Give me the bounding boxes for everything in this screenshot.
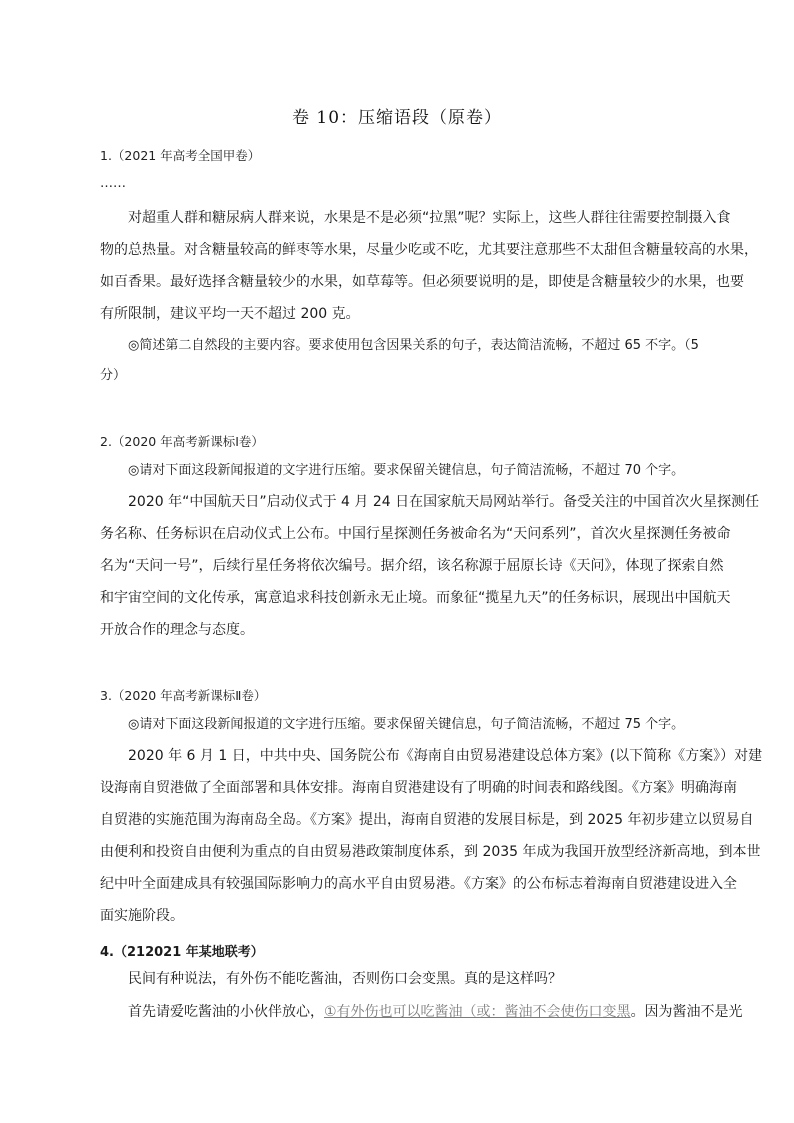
question-2-passage-line: 2020 年“中国航天日”启动仪式于 4 月 24 日在国家航天局网站举行。备受关注的中国首次火星探测任 bbox=[128, 494, 760, 510]
question-3-task: ◎请对下面这段新闻报道的文字进行压缩。要求保留关键信息，句子简洁流畅，不超过 75 个字。 bbox=[128, 717, 685, 732]
question-1-task-line: ◎简述第二自然段的主要内容。要求使用包含因果关系的句子，表达简洁流畅，不超过 65 不字。（5 bbox=[128, 338, 699, 353]
question-2-passage-line: 务名称、任务标识在启动仪式上公布。中国行星探测任务被命名为“天问系列”，首次火星探测任务被命 bbox=[100, 526, 731, 542]
question-4-underlined-answer: ①有外伤也可以吃酱油（或：酱油不会使伤口变黑 bbox=[324, 1004, 631, 1020]
question-3-passage-line: 2020 年 6 月 1 日，中共中央、国务院公布《海南自由贸易港建设总体方案》(以下简称《方案》）对建 bbox=[128, 748, 763, 764]
question-1-passage-line: 对超重人群和糖尿病人群来说，水果是不是必须“拉黑”呢？实际上，这些人群往往需要控制摄入食 bbox=[128, 210, 731, 226]
question-3-passage-line: 面实施阶段。 bbox=[100, 908, 184, 924]
question-3-passage-line: 自贸港的实施范围为海南岛全岛。《方案》提出，海南自贸港的发展目标是，到 2025 年初步建立以贸易自 bbox=[100, 812, 754, 828]
question-1-ellipsis: …… bbox=[100, 176, 126, 191]
question-2-passage-line: 开放合作的理念与态度。 bbox=[100, 622, 254, 638]
question-1-passage-line: 如百香果。最好选择含糖量较少的水果，如草莓等。但必须要说明的是，即使是含糖量较少的水果，也要 bbox=[100, 274, 744, 290]
question-1-passage-line: 有所限制，建议平均一天不超过 200 克。 bbox=[100, 306, 360, 322]
question-1-task-line: 分） bbox=[100, 368, 127, 383]
question-3-heading: 3.（2020 年高考新课标Ⅱ卷） bbox=[100, 688, 267, 703]
question-3-passage-line: 设海南自贸港做了全面部署和具体安排。海南自贸港建设有了明确的时间表和路线图。《方案》明确海南 bbox=[100, 780, 737, 796]
question-4-line-prefix: 首先请爱吃酱油的小伙伴放心， bbox=[128, 1004, 324, 1020]
question-4-heading: 4.（212021 年某地联考） bbox=[100, 945, 264, 960]
question-4-passage-line bbox=[128, 1002, 743, 1022]
question-4-line-suffix: 。因为酱油不是光 bbox=[630, 1004, 743, 1020]
question-2-passage-line: 和宇宙空间的文化传承，寓意追求科技创新永无止境。而象征“揽星九天”的任务标识，展现出中国航天 bbox=[100, 590, 731, 606]
question-3-passage-line: 由便利和投资自由便利为重点的自由贸易港政策制度体系，到 2035 年成为我国开放型经济新高地，到本世 bbox=[100, 844, 761, 860]
question-4-passage-line: 民间有种说法，有外伤不能吃酱油，否则伤口会变黑。真的是这样吗？ bbox=[128, 971, 562, 987]
page-title: 卷 10：压缩语段（原卷） bbox=[291, 108, 503, 128]
question-2-passage-line: 名为“天问一号”，后续行星任务将依次编号。据介绍，该名称源于屈原长诗《天问》，体现了探索自然 bbox=[100, 558, 724, 574]
question-2-heading: 2.（2020 年高考新课标Ⅰ卷） bbox=[100, 434, 264, 449]
question-2-task: ◎请对下面这段新闻报道的文字进行压缩。要求保留关键信息，句子简洁流畅，不超过 70 个字。 bbox=[128, 463, 685, 478]
question-1-passage-line: 物的总热量。对含糖量较高的鲜枣等水果，尽量少吃或不吃，尤其要注意那些不太甜但含糖量较高的水果， bbox=[100, 242, 758, 258]
question-1-heading: 1.（2021 年高考全国甲卷） bbox=[100, 148, 261, 163]
question-3-passage-line: 纪中叶全面建成具有较强国际影响力的高水平自由贸易港。《方案》的公布标志着海南自贸港建设进入全 bbox=[100, 876, 737, 892]
